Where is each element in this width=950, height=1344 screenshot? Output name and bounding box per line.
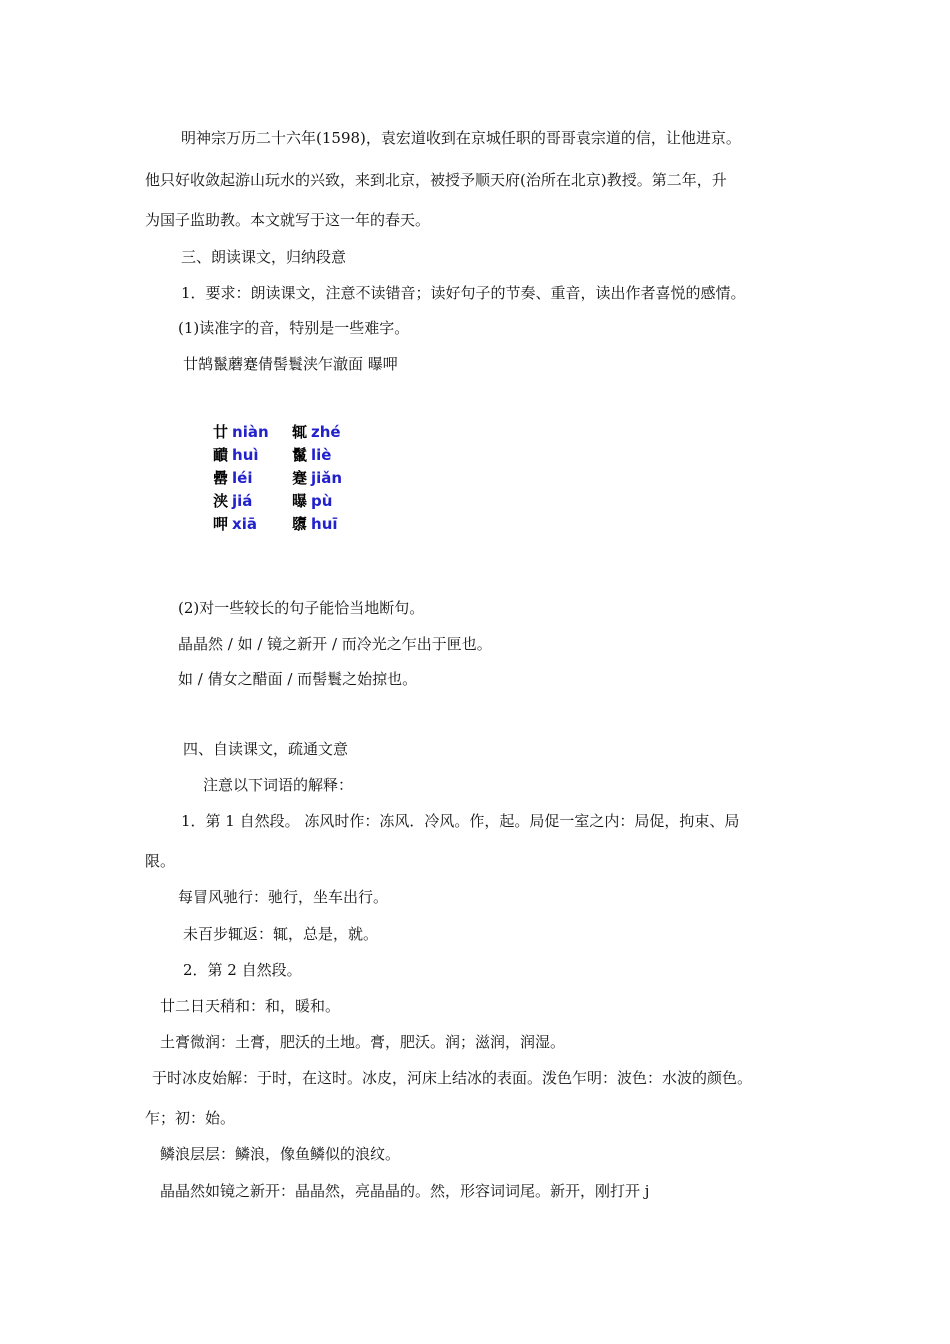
item-2-text: (2)对一些较长的句子能恰当地断句。 bbox=[178, 599, 425, 617]
section-3-heading: 三、朗读课文，归纳段意 bbox=[181, 248, 347, 266]
pinyin-reading: léi bbox=[232, 469, 253, 487]
pinyin-row bbox=[213, 490, 371, 513]
para-1-item-a: 每冒风驰行：驰行，坐车出行。 bbox=[178, 888, 389, 906]
pinyin-char: 辄 bbox=[292, 423, 308, 441]
pinyin-reading: zhé bbox=[311, 423, 341, 441]
pinyin-char: 曝 bbox=[292, 492, 308, 510]
pinyin-reading: niàn bbox=[232, 423, 269, 441]
pinyin-row bbox=[213, 421, 371, 444]
requirement-text: 1．要求：朗读课文，注意不读错音；读好句子的节奏、重音，读出作者喜悦的感情。 bbox=[181, 284, 746, 302]
para-2-item-d: 鳞浪层层：鳞浪，像鱼鳞似的浪纹。 bbox=[160, 1145, 401, 1163]
pinyin-char: 罍 bbox=[213, 469, 229, 487]
pinyin-table bbox=[213, 421, 371, 536]
pinyin-char: 廿 bbox=[213, 423, 229, 441]
sentence-break-1: 晶晶然 / 如 / 镜之新开 / 而冷光之乍出于匣也。 bbox=[178, 635, 492, 653]
para-2-heading: 2．第 2 自然段。 bbox=[183, 961, 302, 979]
para-2-item-c-line-1: 于时冰皮始解：于时，在这时。冰皮，河床上结冰的表面。泼色乍明：波色：水波的颜色。 bbox=[152, 1069, 753, 1087]
intro-line-2: 他只好收敛起游山玩水的兴致，来到北京，被授予顺天府(治所在北京)教授。第二年，升 bbox=[145, 171, 727, 189]
para-1-item-b: 未百步辄返：辄，总是，就。 bbox=[183, 925, 379, 943]
pinyin-reading: jiá bbox=[232, 492, 253, 510]
pinyin-char: 隳 bbox=[292, 515, 308, 533]
pinyin-char: 蹇 bbox=[292, 469, 308, 487]
pinyin-char: 鬣 bbox=[292, 446, 308, 464]
intro-line-3: 为国子监助教。本文就写于这一年的春天。 bbox=[145, 211, 431, 229]
pinyin-reading: huì bbox=[232, 446, 259, 464]
pinyin-char: 呷 bbox=[213, 515, 229, 533]
pinyin-reading: xiā bbox=[232, 515, 257, 533]
item-1-text: (1)读准字的音，特别是一些难字。 bbox=[178, 319, 410, 337]
para-1-line-2: 限。 bbox=[145, 852, 176, 870]
pinyin-row bbox=[213, 513, 371, 536]
section-4-heading: 四、自读课文，疏通文意 bbox=[183, 740, 349, 758]
pinyin-char: 浃 bbox=[213, 492, 229, 510]
para-2-item-e: 晶晶然如镜之新开：晶晶然，亮晶晶的。然，形容词词尾。新开，刚打开 j bbox=[160, 1182, 650, 1200]
pinyin-reading: pù bbox=[311, 492, 333, 510]
pinyin-reading: liè bbox=[311, 446, 332, 464]
para-2-item-b: 土膏微润：土膏，肥沃的土地。膏，肥沃。润；滋润，润湿。 bbox=[160, 1033, 566, 1051]
intro-line-1: 明神宗万历二十六年(1598)，袁宏道收到在京城任职的哥哥袁宗道的信，让他进京。 bbox=[181, 129, 741, 147]
note-text: 注意以下词语的解释： bbox=[203, 776, 354, 794]
para-1-line-1: 1．第 1 自然段。 冻风时作：冻风．冷风。作，起。局促一室之内：局促，拘束、局 bbox=[181, 812, 740, 830]
para-2-item-c-line-2: 乍；初：始。 bbox=[145, 1109, 236, 1127]
pinyin-reading: jiǎn bbox=[311, 469, 343, 487]
sentence-break-2: 如 / 倩女之醋面 / 而髻鬟之始掠也。 bbox=[178, 670, 418, 688]
pinyin-row bbox=[213, 444, 371, 467]
para-2-item-a: 廿二日天稍和：和，暖和。 bbox=[160, 997, 341, 1015]
hard-chars-list: 廿鹄鬣蘑蹇倩髻鬟浃乍澈面 曝呷 bbox=[183, 355, 398, 373]
pinyin-row bbox=[213, 467, 371, 490]
pinyin-char: 靧 bbox=[213, 446, 229, 464]
pinyin-reading: huī bbox=[311, 515, 338, 533]
